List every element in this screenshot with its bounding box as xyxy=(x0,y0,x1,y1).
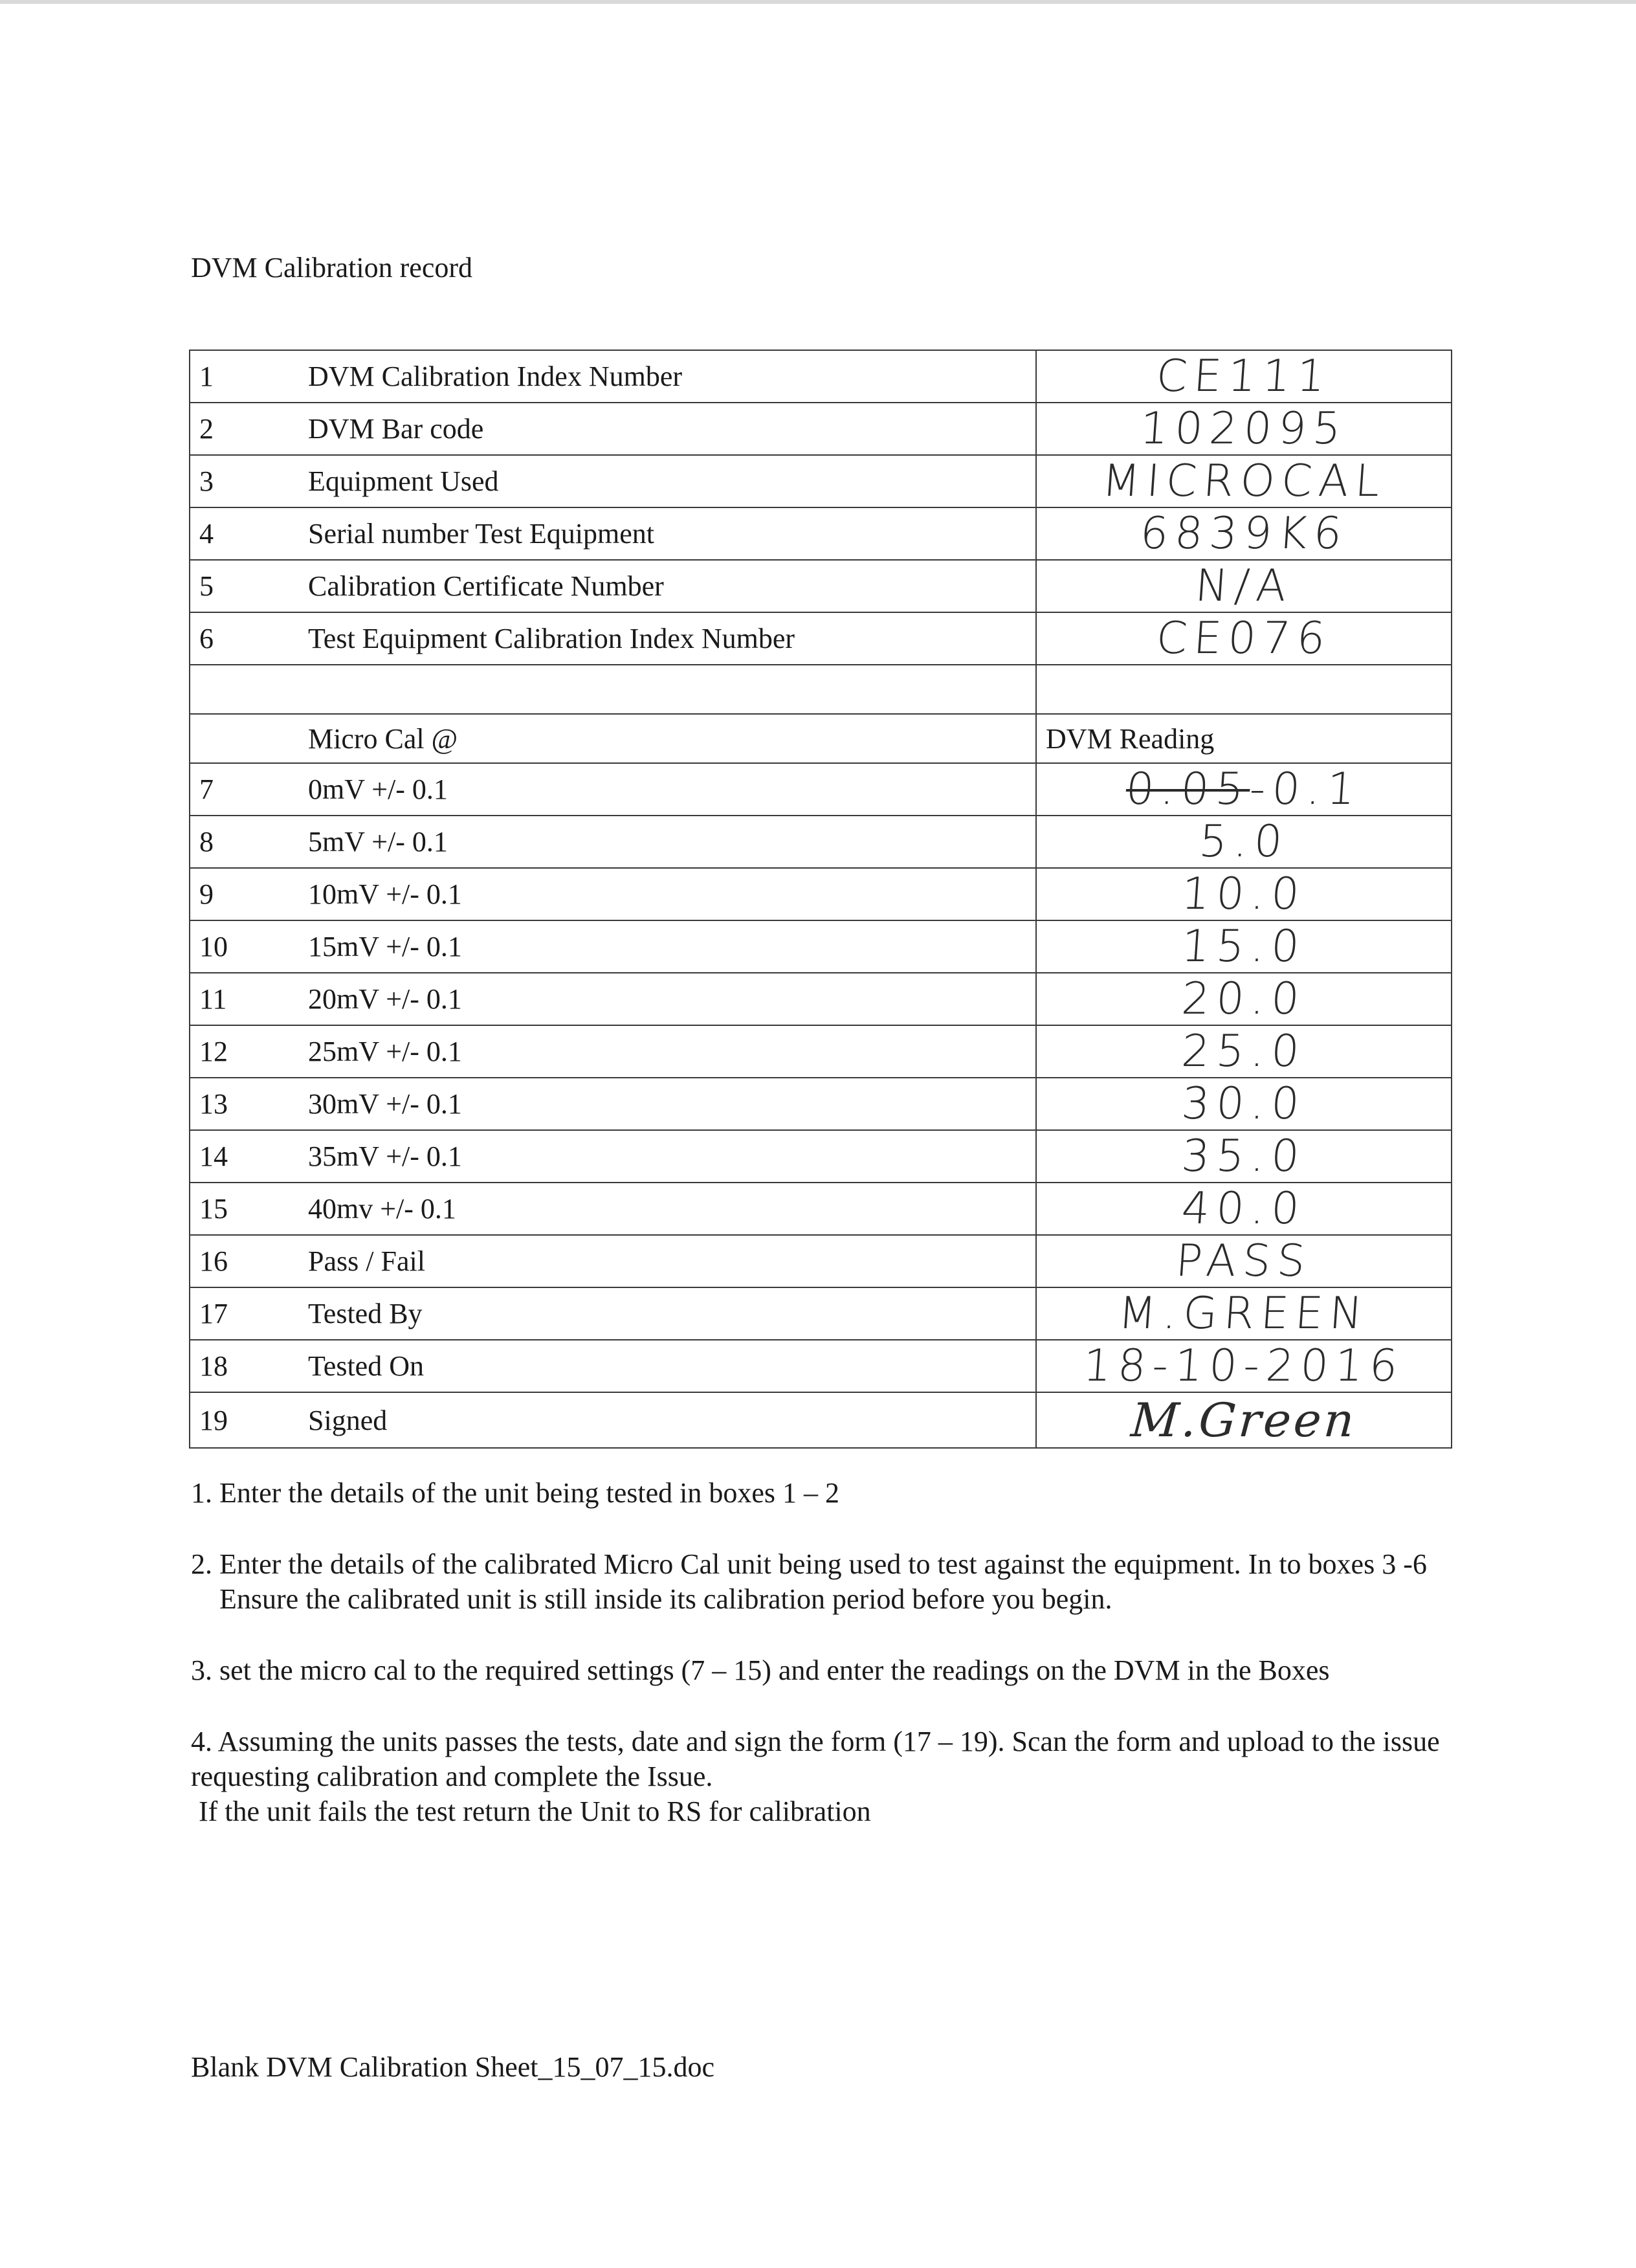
row-label: Calibration Certificate Number xyxy=(298,560,1036,612)
row-label: Equipment Used xyxy=(298,455,1036,507)
table-row xyxy=(190,1287,1452,1340)
footer-filename: Blank DVM Calibration Sheet_15_07_15.doc xyxy=(191,2051,715,2083)
instruction-step-2-note: Ensure the calibrated unit is still inside its calibration period before you begin. xyxy=(219,1583,1112,1615)
handwritten-value[interactable]: 18-10-2016 xyxy=(1036,1340,1452,1392)
table-row xyxy=(190,973,1452,1025)
scan-edge xyxy=(0,0,1636,4)
row-label: Signed xyxy=(298,1392,1036,1448)
row-number: 15 xyxy=(190,1183,298,1235)
instruction-step-4-text: 4. Assuming the units passes the tests, date and sign the form (17 – 19). Scan the form and upload to the issue requesting calibration and complete the Issue. xyxy=(191,1726,1440,1792)
row-label: Tested On xyxy=(298,1340,1036,1392)
handwritten-value[interactable]: 10.0 xyxy=(1036,868,1452,920)
row-number: 1 xyxy=(190,350,298,403)
calibration-table xyxy=(189,350,1452,1449)
row-label: 15mV +/- 0.1 xyxy=(298,920,1036,973)
row-label: Pass / Fail xyxy=(298,1235,1036,1287)
table-row xyxy=(190,1078,1452,1130)
table-row xyxy=(190,455,1452,507)
table-row xyxy=(190,816,1452,868)
handwritten-value[interactable]: 102095 xyxy=(1036,403,1452,455)
row-label: 5mV +/- 0.1 xyxy=(298,816,1036,868)
table-row xyxy=(190,763,1452,816)
row-label: 30mV +/- 0.1 xyxy=(298,1078,1036,1130)
row-label: 40mv +/- 0.1 xyxy=(298,1183,1036,1235)
handwritten-value[interactable]: 5.0 xyxy=(1036,816,1452,868)
blank-cell xyxy=(1036,665,1452,714)
table-row xyxy=(190,612,1452,665)
row-label: 10mV +/- 0.1 xyxy=(298,868,1036,920)
row-number: 5 xyxy=(190,560,298,612)
signature[interactable]: M.Green xyxy=(1036,1392,1452,1448)
row-number: 6 xyxy=(190,612,298,665)
instructions xyxy=(191,1476,1440,1865)
row-number: 14 xyxy=(190,1130,298,1183)
handwritten-value[interactable]: M.GREEN xyxy=(1036,1287,1452,1340)
instruction-step-1: 1. Enter the details of the unit being tested in boxes 1 – 2 xyxy=(191,1477,840,1509)
row-label: 25mV +/- 0.1 xyxy=(298,1025,1036,1078)
instruction-step-2 xyxy=(191,1547,1440,1617)
handwritten-value[interactable]: PASS xyxy=(1036,1235,1452,1287)
row-number: 18 xyxy=(190,1340,298,1392)
row-label: 35mV +/- 0.1 xyxy=(298,1130,1036,1183)
handwritten-value[interactable]: 0.05-0.1 xyxy=(1036,763,1452,816)
table-row xyxy=(190,1130,1452,1183)
row-number: 19 xyxy=(190,1392,298,1448)
blank-cell xyxy=(298,665,1036,714)
row-label: DVM Bar code xyxy=(298,403,1036,455)
row-number: 2 xyxy=(190,403,298,455)
row-number: 4 xyxy=(190,507,298,560)
handwritten-value[interactable]: N/A xyxy=(1036,560,1452,612)
page-title: DVM Calibration record xyxy=(191,252,472,284)
instruction-step-2-text: 2. Enter the details of the calibrated Micro Cal unit being used to test against the equipment. In to boxes 3 -6 xyxy=(191,1548,1427,1580)
table-row xyxy=(190,350,1452,403)
handwritten-value[interactable]: 20.0 xyxy=(1036,973,1452,1025)
instruction-step-3: 3. set the micro cal to the required settings (7 – 15) and enter the readings on the DVM in the Boxes xyxy=(191,1654,1330,1686)
row-number: 3 xyxy=(190,455,298,507)
row-number: 10 xyxy=(190,920,298,973)
table-row xyxy=(190,1392,1452,1448)
handwritten-value[interactable]: 6839K6 xyxy=(1036,507,1452,560)
table-row xyxy=(190,920,1452,973)
row-label: Tested By xyxy=(298,1287,1036,1340)
handwritten-value[interactable]: 30.0 xyxy=(1036,1078,1452,1130)
row-label: DVM Calibration Index Number xyxy=(298,350,1036,403)
handwritten-value[interactable]: 15.0 xyxy=(1036,920,1452,973)
table-row xyxy=(190,1025,1452,1078)
table-row xyxy=(190,560,1452,612)
table-row xyxy=(190,1340,1452,1392)
row-number: 17 xyxy=(190,1287,298,1340)
table-row xyxy=(190,1235,1452,1287)
micro-cal-header: Micro Cal @ xyxy=(298,714,1036,763)
row-label: 20mV +/- 0.1 xyxy=(298,973,1036,1025)
row-number: 11 xyxy=(190,973,298,1025)
handwritten-value[interactable]: MICROCAL xyxy=(1036,455,1452,507)
handwritten-value[interactable]: 40.0 xyxy=(1036,1183,1452,1235)
reading-header-row xyxy=(190,714,1452,763)
table-row xyxy=(190,507,1452,560)
row-number: 16 xyxy=(190,1235,298,1287)
blank-cell xyxy=(190,665,298,714)
row-number: 9 xyxy=(190,868,298,920)
instruction-step-4-note: If the unit fails the test return the Unit to RS for calibration xyxy=(199,1796,871,1827)
row-label: Test Equipment Calibration Index Number xyxy=(298,612,1036,665)
row-number: 8 xyxy=(190,816,298,868)
handwritten-value[interactable]: 25.0 xyxy=(1036,1025,1452,1078)
row-label: Serial number Test Equipment xyxy=(298,507,1036,560)
dvm-reading-header: DVM Reading xyxy=(1036,714,1452,763)
row-number: 12 xyxy=(190,1025,298,1078)
handwritten-value[interactable]: 35.0 xyxy=(1036,1130,1452,1183)
instruction-step-4 xyxy=(191,1724,1440,1829)
row-label: 0mV +/- 0.1 xyxy=(298,763,1036,816)
struck-out-entry: 0.05 xyxy=(1124,764,1252,815)
table-row xyxy=(190,403,1452,455)
blank-separator-row xyxy=(190,665,1452,714)
handwritten-value[interactable]: CE076 xyxy=(1036,612,1452,665)
row-number: 13 xyxy=(190,1078,298,1130)
table-row xyxy=(190,1183,1452,1235)
table-row xyxy=(190,868,1452,920)
blank-cell xyxy=(190,714,298,763)
row-number: 7 xyxy=(190,763,298,816)
handwritten-value[interactable]: CE111 xyxy=(1036,350,1452,403)
